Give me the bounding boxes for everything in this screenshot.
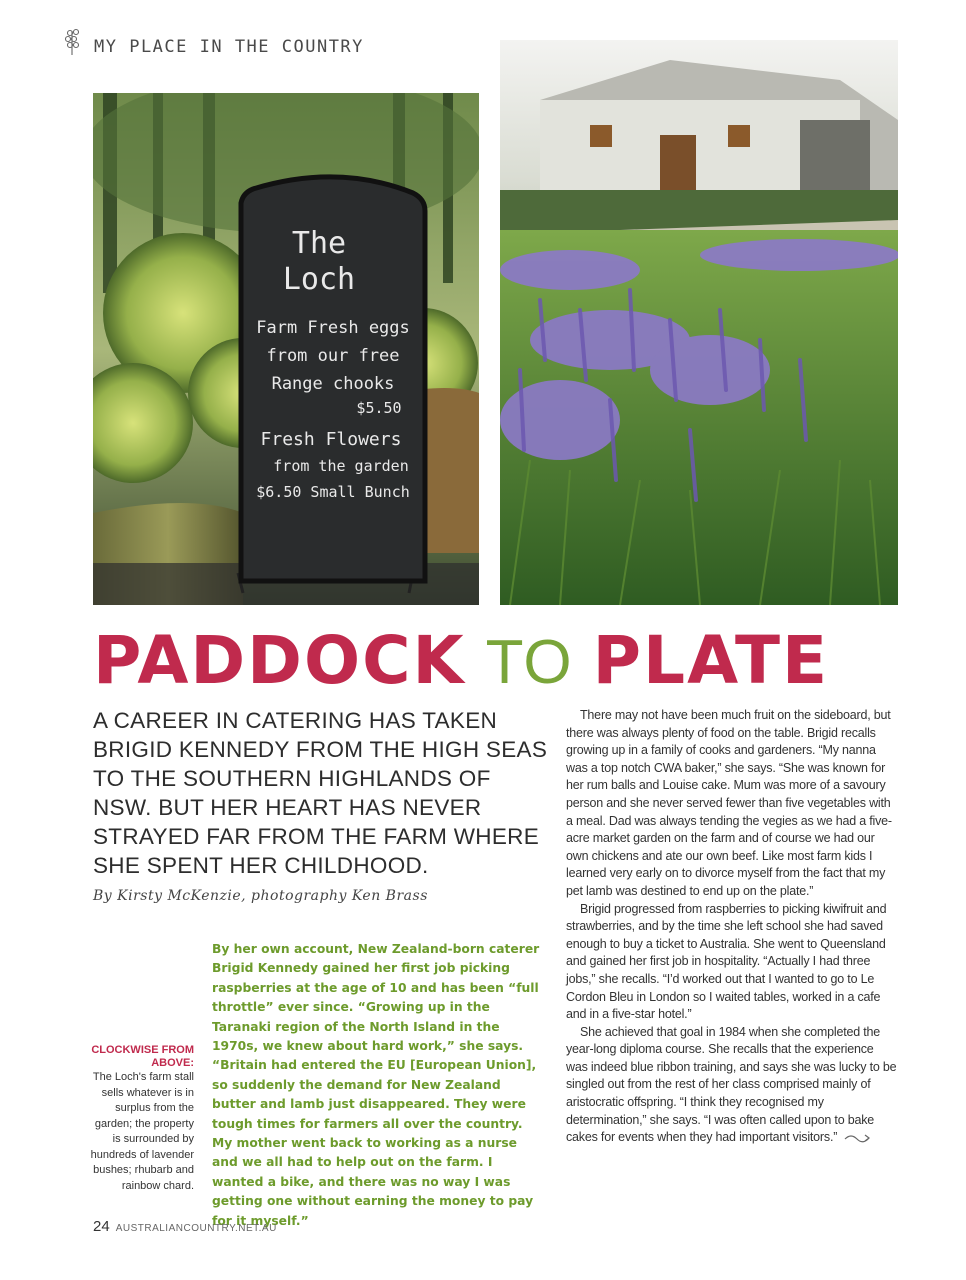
headline-to: TO bbox=[485, 628, 573, 697]
page-footer bbox=[93, 1218, 277, 1235]
lede-paragraph: By her own account, New Zealand-born caterer Brigid Kennedy gained her first job picking raspberries at the age of 10 and has been “full throttle” ever since. “Growing up in the Taranaki region of the North Island in the 1970s, we knew about hard work,” she says. “Britain had entered the EU [European Union], so suddenly the demand for New Zealand butter and lamb just disappeared. They were tough times for farmers all over the country. My mother went back to working as a nurse and we all had to help out on the farm. I wanted a bike, and there was no way I was getting one without earning the money to pay for it myself.” bbox=[212, 942, 540, 1228]
headline bbox=[93, 622, 903, 699]
headline-plate: PLATE bbox=[592, 622, 830, 699]
leaf-ornament-icon bbox=[62, 27, 88, 57]
byline: By Kirsty McKenzie, photography Ken Brass bbox=[93, 888, 428, 904]
body-paragraph bbox=[566, 707, 898, 901]
body-paragraph bbox=[566, 901, 898, 1024]
sign-line: from our free bbox=[266, 346, 400, 366]
sign-line: Range chooks bbox=[271, 374, 395, 394]
chalkboard-photo bbox=[93, 93, 479, 605]
standfirst: A CAREER IN CATERING HAS TAKEN BRIGID KENNEDY FROM THE HIGH SEAS TO THE SOUTHERN HIGHLANDS OF NSW. BUT HER HEART HAS NEVER STRAYED FAR FROM THE FARM WHERE SHE SPENT HER CHILDHOOD. bbox=[93, 708, 548, 878]
sign-line: Loch bbox=[282, 262, 356, 297]
website-link[interactable]: AUSTRALIANCOUNTRY.NET.AU bbox=[115, 1223, 277, 1234]
caption-heading: CLOCKWISE FROM ABOVE: bbox=[91, 1044, 194, 1069]
page-number: 24 bbox=[93, 1218, 110, 1235]
body-text: She achieved that goal in 1984 when she completed the year-long diploma course. She recalls that the experience was indeed blue ribbon training, and says she was lucky to be singled out from the rest of her class comprised mainly of aristocratic offspring. “I think they recognised my determination,” she says. “I was often called upon to bake cakes for events when they had important visitors.” bbox=[566, 1024, 897, 1145]
lavender-photo bbox=[500, 40, 898, 605]
body-text: Brigid progressed from raspberries to picking kiwifruit and strawberries, and by the time she left school she had saved enough to buy a ticket to Australia. She went to Queensland and gained her first job in hospitality. “Actually I had three jobs,” she recalls. “I’d worked out that I wanted to go to Le Cordon Bleu in London so I waited tables, worked in a cafe and in a five-star hotel.” bbox=[566, 901, 887, 1022]
continue-arrow-icon bbox=[843, 1131, 871, 1145]
caption-text: The Loch's farm stall sells whatever is in surplus from the garden; the property is surrounded by hundreds of lavender bushes; rhubarb and rainbow chard. bbox=[90, 1071, 194, 1192]
section-header bbox=[62, 22, 364, 62]
body-column bbox=[566, 707, 898, 1147]
sign-line: The bbox=[291, 226, 347, 261]
headline-paddock: PADDOCK bbox=[93, 622, 466, 699]
body-paragraph bbox=[566, 1024, 898, 1147]
sign-line: Fresh Flowers bbox=[260, 429, 402, 450]
sign-line: $6.50 Small Bunch bbox=[256, 483, 410, 501]
section-title: MY PLACE IN THE COUNTRY bbox=[94, 37, 364, 57]
sign-line: $5.50 bbox=[356, 399, 402, 417]
sign-line: Farm Fresh eggs bbox=[256, 318, 410, 338]
sign-line: from the garden bbox=[273, 457, 409, 475]
body-text: There may not have been much fruit on the sideboard, but there was always plenty of food on the table. Brigid recalls growing up in a family of cooks and gardeners. “My nanna was a top notch CWA baker,” she says. “She was known for her rum balls and Louise cake. Mum was more of a savoury person and she never served fewer than five vegetables with a meal. Dad was always tending the vegies as we had a five-acre market garden on the farm and of course we had our own chickens and ate our own beef. Like most farm kids I learned very early on to divorce myself from the fact that my pet lamb was destined to end up on the plate.” bbox=[566, 708, 892, 898]
photo-caption bbox=[90, 1044, 194, 1194]
